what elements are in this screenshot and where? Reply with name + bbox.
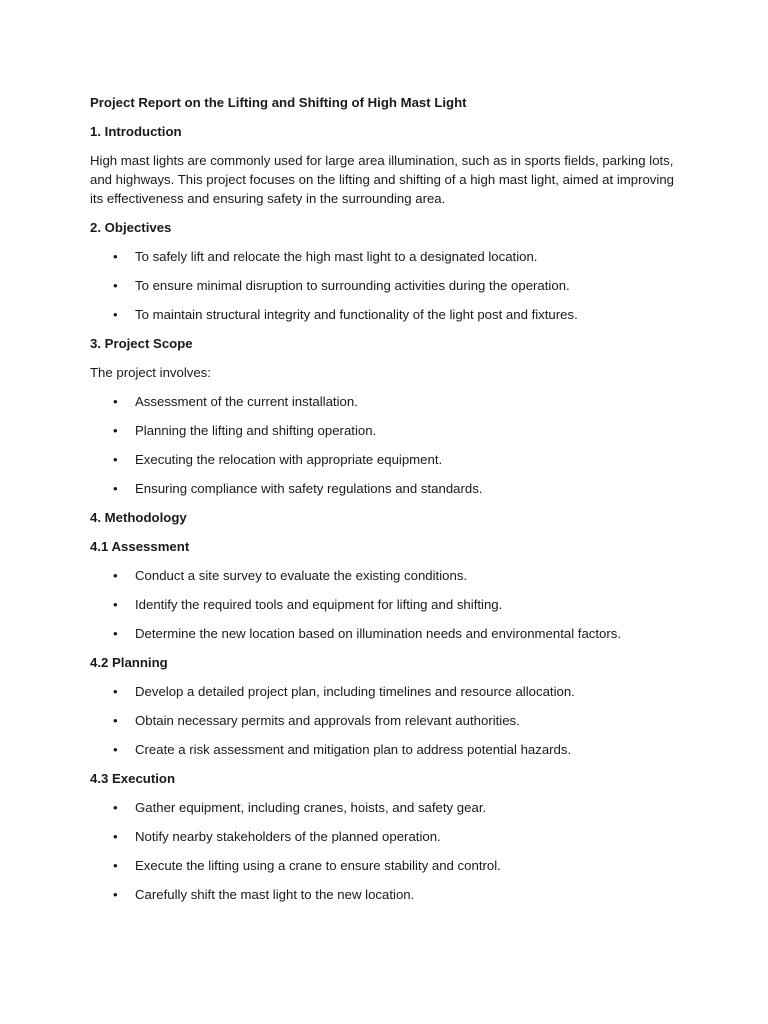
scope-intro: The project involves: — [90, 365, 211, 380]
list-item — [90, 305, 678, 324]
list-item — [90, 740, 678, 759]
list-item — [90, 479, 678, 498]
section-heading-objectives: 2. Objectives — [90, 220, 172, 235]
list-item — [90, 566, 678, 585]
list-item — [90, 856, 678, 875]
document-title: Project Report on the Lifting and Shifting of High Mast Light — [90, 95, 467, 110]
list-item — [90, 421, 678, 440]
list-item-text: To maintain structural integrity and functionality of the light post and fixtures. — [135, 307, 578, 322]
subsection-heading-assessment: 4.1 Assessment — [90, 539, 190, 554]
list-item — [90, 827, 678, 846]
list-item — [90, 798, 678, 817]
introduction-paragraph: High mast lights are commonly used for large area illumination, such as in sports fields, parking lots, and highways. This project focuses on the lifting and shifting of a high mast light, aimed at improving its effectiveness and ensuring safety in the surrounding area. — [90, 153, 674, 206]
planning-list — [90, 682, 678, 759]
list-item-text: Planning the lifting and shifting operation. — [135, 423, 377, 438]
bullet-icon: • — [113, 742, 118, 757]
list-item — [90, 450, 678, 469]
list-item — [90, 711, 678, 730]
bullet-icon: • — [113, 423, 118, 438]
bullet-icon: • — [113, 713, 118, 728]
scope-list — [90, 392, 678, 498]
list-item-text: Create a risk assessment and mitigation plan to address potential hazards. — [135, 742, 572, 757]
list-item-text: To safely lift and relocate the high mast light to a designated location. — [135, 249, 538, 264]
execution-list — [90, 798, 678, 904]
bullet-icon: • — [113, 800, 118, 815]
list-item-text: Executing the relocation with appropriate equipment. — [135, 452, 443, 467]
list-item-text: Obtain necessary permits and approvals from relevant authorities. — [135, 713, 520, 728]
list-item-text: Gather equipment, including cranes, hoists, and safety gear. — [135, 800, 487, 815]
bullet-icon: • — [113, 829, 118, 844]
list-item-text: Determine the new location based on illumination needs and environmental factors. — [135, 626, 622, 641]
list-item-text: Notify nearby stakeholders of the planned operation. — [135, 829, 441, 844]
list-item — [90, 392, 678, 411]
section-heading-scope: 3. Project Scope — [90, 336, 193, 351]
bullet-icon: • — [113, 278, 118, 293]
bullet-icon: • — [113, 452, 118, 467]
section-heading-introduction: 1. Introduction — [90, 124, 182, 139]
assessment-list — [90, 566, 678, 643]
subsection-heading-planning: 4.2 Planning — [90, 655, 168, 670]
list-item-text: Carefully shift the mast light to the new location. — [135, 887, 415, 902]
list-item — [90, 885, 678, 904]
bullet-icon: • — [113, 249, 118, 264]
bullet-icon: • — [113, 626, 118, 641]
list-item-text: Assessment of the current installation. — [135, 394, 358, 409]
list-item-text: Execute the lifting using a crane to ensure stability and control. — [135, 858, 501, 873]
bullet-icon: • — [113, 481, 118, 496]
section-heading-methodology: 4. Methodology — [90, 510, 187, 525]
objectives-list — [90, 247, 678, 324]
bullet-icon: • — [113, 394, 118, 409]
subsection-heading-execution: 4.3 Execution — [90, 771, 176, 786]
list-item-text: Ensuring compliance with safety regulations and standards. — [135, 481, 483, 496]
bullet-icon: • — [113, 307, 118, 322]
bullet-icon: • — [113, 568, 118, 583]
list-item-text: Identify the required tools and equipment for lifting and shifting. — [135, 597, 503, 612]
bullet-icon: • — [113, 684, 118, 699]
list-item — [90, 624, 678, 643]
list-item-text: Develop a detailed project plan, including timelines and resource allocation. — [135, 684, 575, 699]
list-item — [90, 682, 678, 701]
bullet-icon: • — [113, 887, 118, 902]
bullet-icon: • — [113, 858, 118, 873]
list-item-text: Conduct a site survey to evaluate the existing conditions. — [135, 568, 468, 583]
list-item-text: To ensure minimal disruption to surrounding activities during the operation. — [135, 278, 570, 293]
list-item — [90, 247, 678, 266]
bullet-icon: • — [113, 597, 118, 612]
list-item — [90, 276, 678, 295]
list-item — [90, 595, 678, 614]
